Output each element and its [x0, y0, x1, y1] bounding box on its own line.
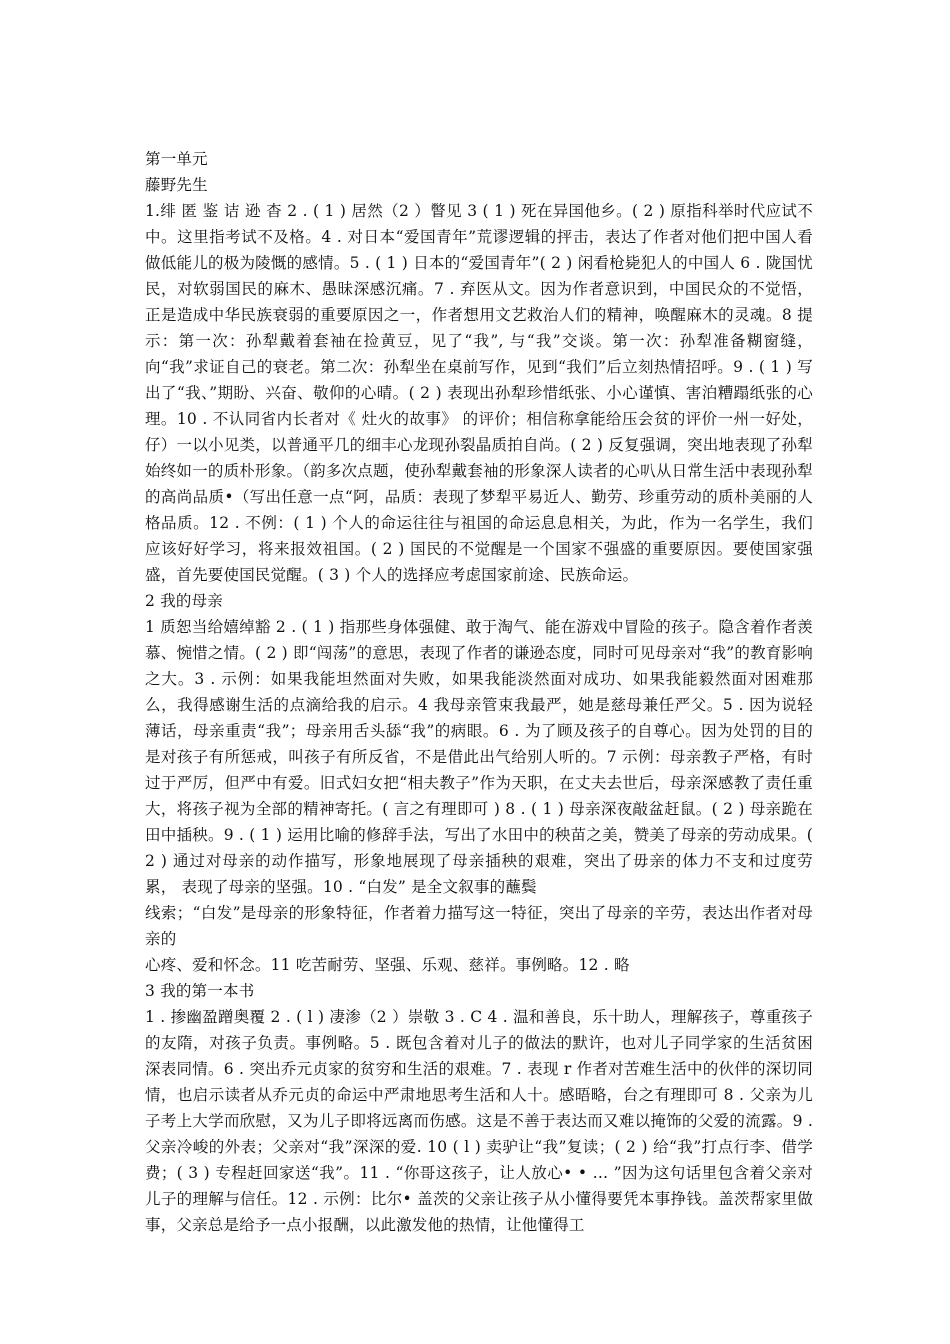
section-mother-answers-cont-1: 线索；“白发”是母亲的形象特征，作者着力描写这一特征，突出了母亲的辛劳，表达出作者对母亲的	[145, 904, 813, 948]
section-title-tengye: 藤野先生	[145, 176, 208, 194]
section-first-book-answers: 1 . 掺幽盈蹭奥覆 2 . ( l ) 凄渗（2 ）崇敬 3 . C 4 . 温和善良，乐十助人，理解孩子，尊重孩子的友隋，对孩子负责。事例略。5 . 既包含着对儿子的做法的默许，也对儿子同学家的生活贫困深表同情。6 . 突出乔元贞家的贫穷和生活的艰难。7 . 表现 r 作者对苦难生活中的伙伴的深切同情，也启示读者从乔元贞的命运中严肃地思考生活和人十。感晤略，台之有理即可 8 . 父亲为儿子考上大学而欣慰，又为儿子即将远离而伤感。这是不善于表达而又难以掩饰的父爱的流露。9 . 父亲冷峻的外表；父亲对“我”深深的爱. 10 ( l ) 卖驴让“我”复读；( 2 ) 给“我”打点行李、借学费；( 3 ) 专程赶回家送“我”。11 . “你哥这孩子，让人放心• • … ”因为这句话里包含着父亲对儿子的理解与信任。12 . 示例：比尔• 盖茨的父亲让孩子从小懂得要凭本事挣钱。盖茨帮家里做事，父亲总是给予一点小报酬，以此激发他的热情，让他懂得工	[145, 1008, 813, 1234]
section-mother-answers-cont-2: 心疼、爱和怀念。11 吃苦耐劳、坚强、乐观、慈祥。事例略。12 . 略	[145, 956, 630, 974]
section-title-first-book: 3 我的第一本书	[145, 982, 255, 1000]
document-page	[145, 146, 813, 1238]
section-mother-answers: 1 质恕当给嬉绰豁 2 . ( 1 ) 指那些身体强健、敢于淘气、能在游戏中冒险的孩子。隐含着作者羡慕、惋惜之情。( 2 ) 即“闯荡”的意思，表现了作者的谦逊态度，同时可见母亲对“我”的教育影响之大。3 . 示例：如果我能坦然面对失败，如果我能淡然面对成功、如果我能毅然面对困难那么，我得感谢生活的点滴给我的启示。4 我母亲管束我最严，她是慈母兼任严父。5 . 因为说轻薄话，母亲重责“我”；母亲用舌头舔“我”的病眼。6 . 为了顾及孩子的自尊心。因为处罚的目的是对孩子有所惩戒，叫孩子有所反省，不是借此出气给别人听的。7 示例：母亲教子严格，有时过于严厉，但严中有爱。旧式妇女把“相夫教子”作为天职，在丈夫去世后，母亲深感教了责任重大，将孩子视为全部的精神寄托。( 言之有理即可 ) 8 . ( 1 ) 母亲深夜敲盆赶鼠。( 2 ) 母亲跪在田中插秧。9 . ( 1 ) 运用比喻的修辞手法，写出了水田中的秧苗之美，赞美了母亲的劳动成果。( 2 ) 通过对母亲的动作描写，形象地展现了母亲插秧的艰难，突出了毋亲的体力不支和过度劳累， 表现了母亲的坚强。10 . “白发” 是全文叙事的蘸鬓	[145, 618, 813, 896]
section-tengye-answers: 1.绯 匿 鉴 诘 逊 杳 2 . ( 1 ) 居然（2 ）瞥见 3 ( 1 ) 死在异国他乡。( 2 ) 原指科举时代应试不中。这里指考试不及格。4 . 对日本“爱国青年”荒谬逻辑的抨击，表达了作者对他们把中国人看做低能儿的极为陵慨的感情。5 . ( 1 ) 日本的“爱国青年”( 2 ) 闲看枪毙犯人的中国人 6 . 陇国忧民，对软弱国民的麻木、愚昧深感沉痛。7 . 弃医从文。因为作者意识到，中国民众的不觉悟，正是造成中华民族衰弱的重要原因之一，作者想用文艺救治人们的精神，唤醒麻木的灵魂。8 提示：第一次：孙犁戴着套袖在捡黄豆，见了“我”, 与“我”交谈。第一次：孙犁准备糊窗缝，向“我”求证自己的衰老。第二次：孙犁坐在桌前写作，见到“我们”后立刻热情招呼。9 . ( 1 ) 写出了“我、”期盼、兴奋、敬仰的心晴。( 2 ) 表现出孙犁珍惜纸张、小心谨慎、害泊糟蹋纸张的心理。10 . 不认同省内长者对《 灶火的故事》 的评价；相信称拿能给压会贫的评价一州一好处，仔）一以小见类，以普通平几的细丰心龙现孙裂晶质拍自尚。( 2 ) 反复强调，突出地表现了孙犁始终如一的质朴形象。（韵多次点题，使孙犁戴套袖的形象深人读者的心叭从日常生活中表现孙犁的高尚品质•（写出任意一点“阿，品质：表现了梦犁平易近人、勤劳、珍重劳动的质朴美丽的人格品质。12 . 不例：( 1 ) 个人的命运往往与祖国的命运息息相关，为此，作为一名学生，我们应该好好学习，将来报效祖国。( 2 ) 国民的不觉醒是一个国家不强盛的重要原因。要使国家强盛，首先要使国民觉醒。( 3 ) 个人的选择应考虑国家前途、民族命运。	[145, 202, 813, 584]
section-title-mother: 2 我的母亲	[145, 592, 223, 610]
unit-title: 第一单元	[145, 150, 208, 168]
